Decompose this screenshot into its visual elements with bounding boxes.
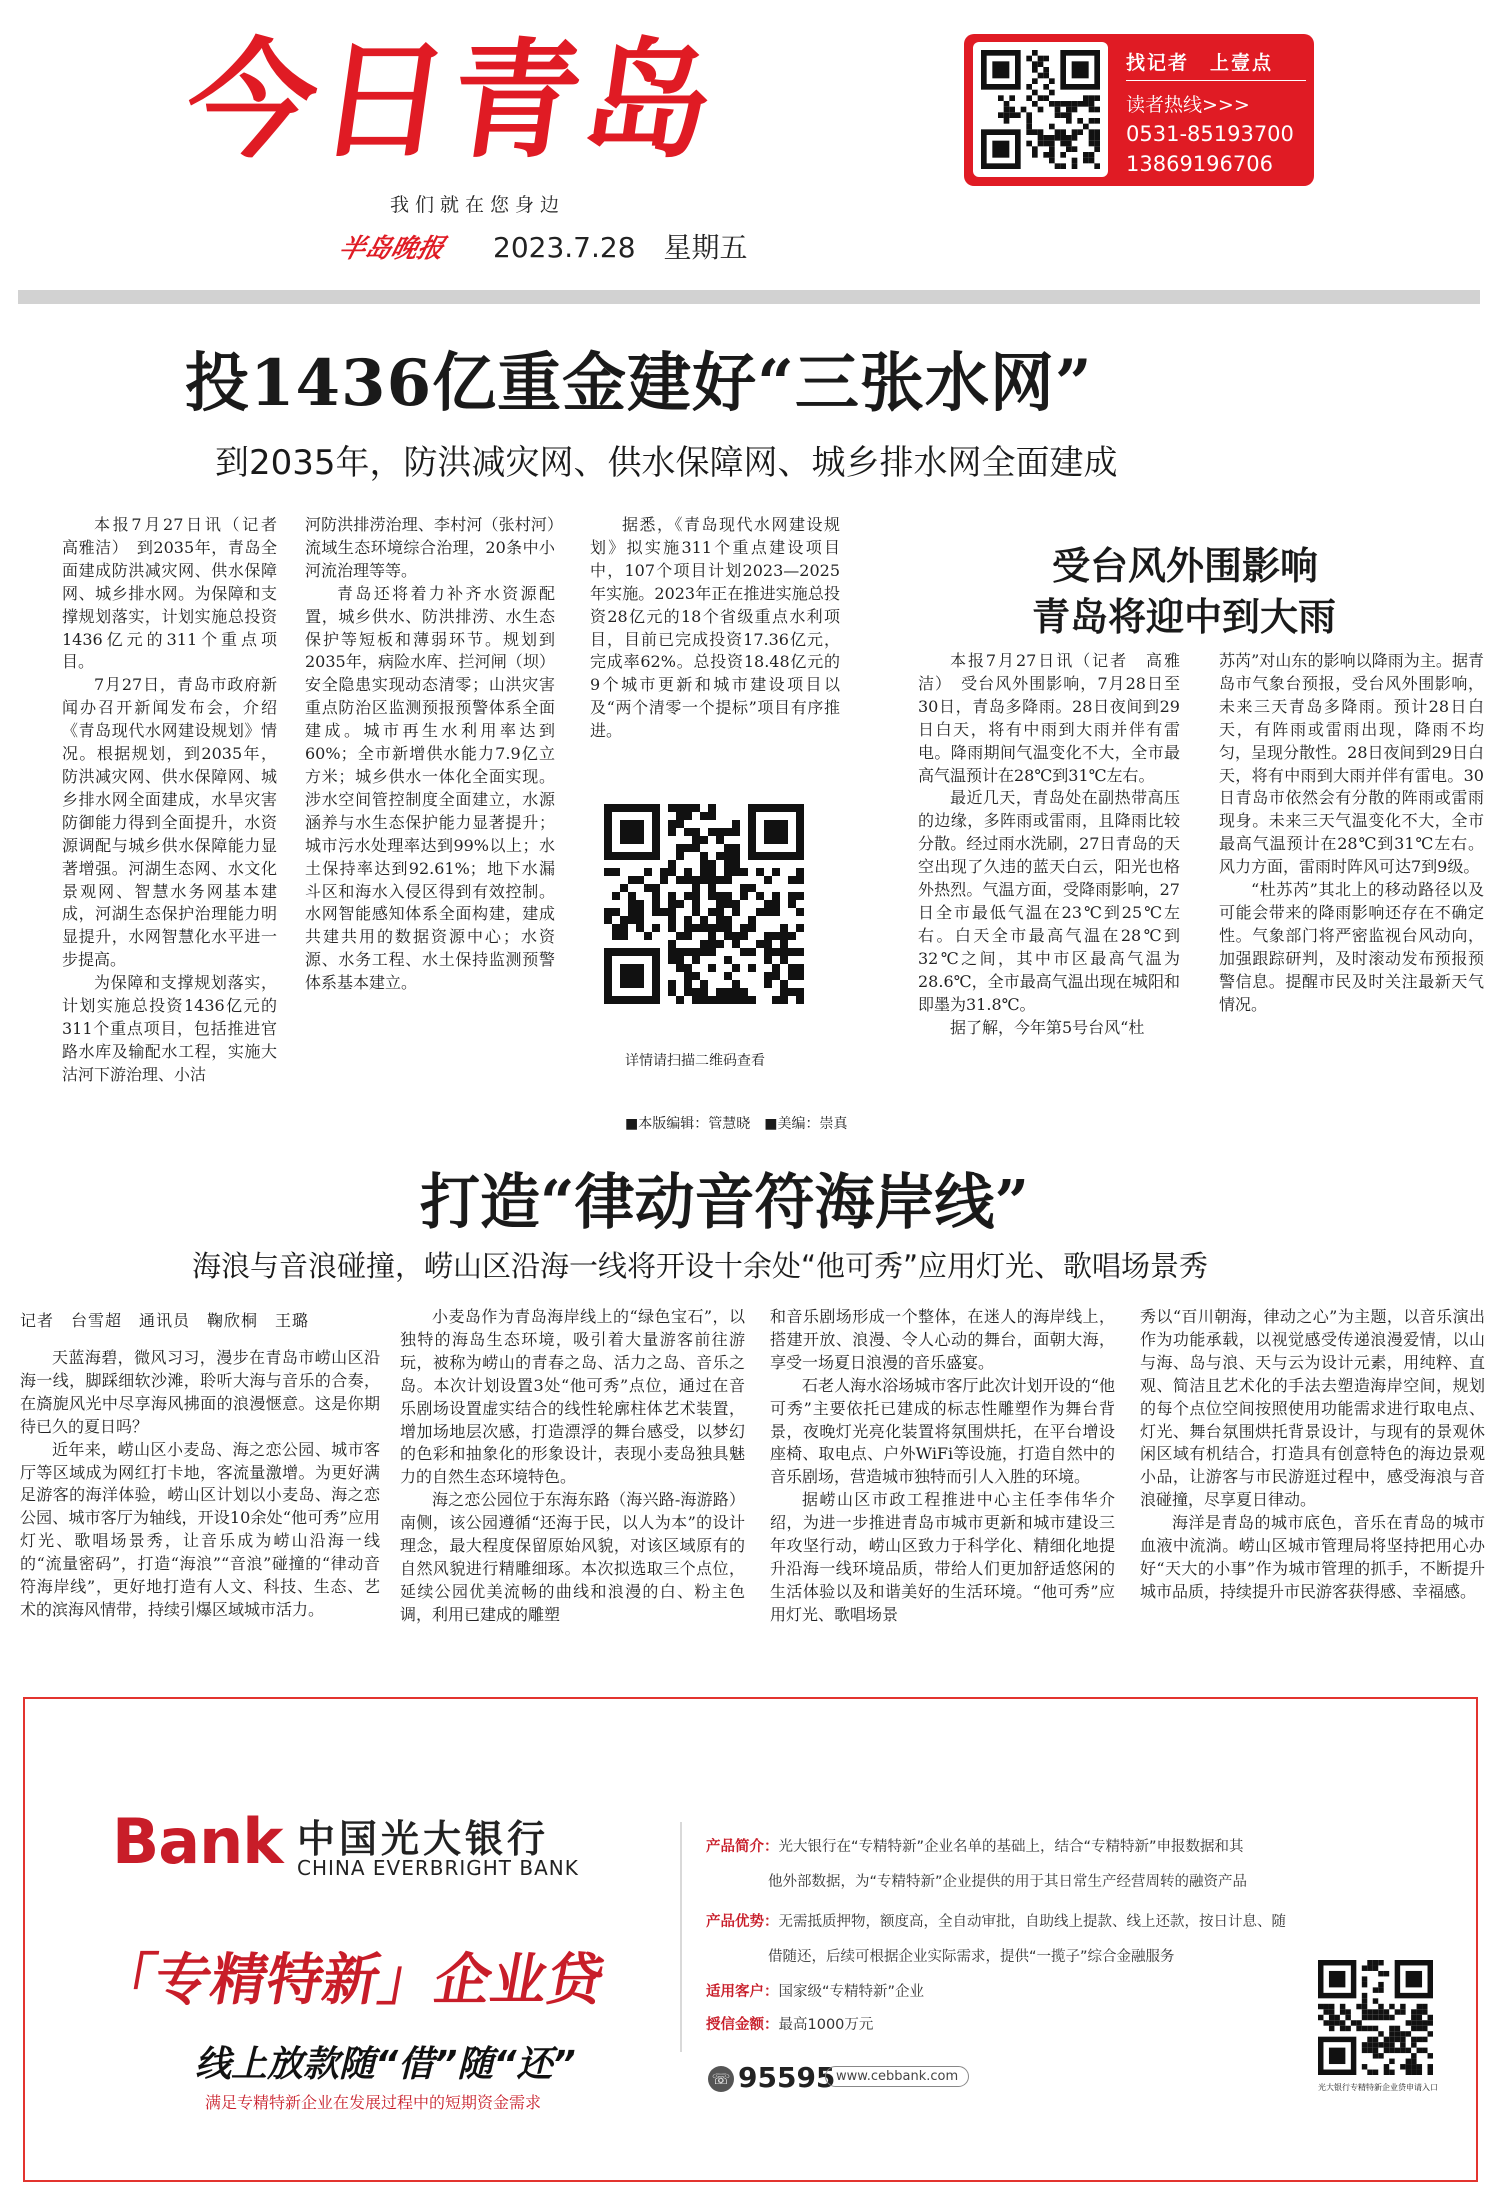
ad-tagline: 线上放款随“借”随“还” [195,2044,576,2085]
contact-line-1: 找记者 上壹点 [1126,52,1274,74]
ad-website[interactable]: www.cebbank.com [825,2066,969,2087]
ad-info-row: 他外部数据，为“专精特新”企业提供的用于其日常生产经营周转的融资产品 [768,1874,1248,1890]
coast-headline: 打造“律动音符海岸线” [420,1168,1030,1238]
contact-divider [1126,80,1306,81]
ad-info-row: 产品优势：无需抵质押物，额度高，全自动审批，自助线上提款、线上还款，按日计息、随 [706,1914,1286,1930]
coast-byline: 记者 台雪超 通讯员 鞠欣桐 王璐 [20,1311,310,1330]
phone-icon: ☏ [708,2066,734,2092]
weather-headline-1: 受台风外围影响 [1052,544,1319,588]
contact-line-2: 读者热线>>> [1126,94,1250,116]
lead-headline: 投1436亿重金建好“三张水网” [185,346,1093,421]
issue-date: 2023.7.28 星期五 [493,231,748,264]
ad-info-row: 适用客户：国家级“专精特新”企业 [706,1984,925,2000]
paper-name: 半岛晚报 [335,234,448,264]
ad-tagline-sub: 满足专精特新企业在发展过程中的短期资金需求 [205,2093,542,2112]
lead-qr-caption: 详情请扫描二维码查看 [625,1053,765,1069]
coast-column-4: 秀以“百川朝海，律动之心”为主题，以音乐演出作为功能承载，以视觉感受传递浪漫爱情，以山与海、岛与浪、天与云为设计元素，用纯粹、直观、简洁且艺术化的手法去塑造海岸空间，规划的每个点位空间按照使用功能需求进行取电点、灯光、舞台氛围烘托背景设计，与现有的景观休闲区域有机结合，打造具有创意特色的海边景观小品，让游客与市民游逛过程中，感受海浪与音浪碰撞，尽享夏日律动。 海洋是青岛的城市底色，音乐在青岛的城市血液中流淌。崂山区城市管理局将坚持把用心办好“天大的小事”作为城市管理的抓手，不断提升城市品质，持续提升市民游客获得感、幸福感。 [1140,1307,1485,1601]
coast-column-2: 小麦岛作为青岛海岸线上的“绿色宝石”，以独特的海岛生态环境，吸引着大量游客前往游玩，被称为崂山的青春之岛、活力之岛、音乐之岛。本次计划设置3处“他可秀”点位，通过在音乐剧场设置虚实结合的线性轮廓柱体艺术装置，增加场地层次感，打造漂浮的舞台感受，以梦幻的色彩和抽象化的形象设计，表现小麦岛独具魅力的自然生态环境特色。 海之恋公园位于东海东路（海兴路-海游路）南侧，该公园遵循“还海于民，以人为本”的设计理念，最大程度保留原始风貌，对该区域原有的自然风貌进行精雕细琢。本次拟选取三个点位，延续公园优美流畅的曲线和浪漫的白、粉主色调，利用已建成的雕塑 [400,1307,745,1624]
contact-phone-2: 13869196706 [1126,152,1273,176]
ad-hotline: 95595 [738,2061,836,2094]
weather-column-2: 苏芮”对山东的影响以降雨为主。据青岛市气象台预报，受台风外围影响，未来三天青岛多降雨。预计28日白天，有阵雨或雷雨出现，降雨不均匀，呈现分散性。28日夜间到29日白天，将有中雨到大雨并伴有雷电。30日青岛市依然会有分散的阵雨或雷雨现身。未来三天气温变化不大，全市最高气温预计在28℃到31℃左右。风力方面，雷雨时阵风可达7到9级。 “杜苏芮”其北上的移动路径以及可能会带来的降雨影响还存在不确定性。气象部门将严密监视台风动向，加强跟踪研判，及时滚动发布预报预警信息。提醒市民及时关注最新天气情况。 [1219,651,1484,1014]
masthead-qr-code[interactable] [973,42,1108,177]
bank-logo: Bank [112,1805,283,1878]
ad-qr-code[interactable] [1318,1960,1433,2075]
ad-product-name: 「专精特新」企业贷 [93,1948,609,2013]
lead-column-2: 河防洪排涝治理、李村河（张村河）流域生态环境综合治理，20条中小河流治理等等。 青岛还将着力补齐水资源配置，城乡供水、防洪排涝、水生态保护等短板和薄弱环节。规划到2035年，病险水库、拦河闸（坝）安全隐患实现动态清零；山洪灾害重点防治区监测预报预警体系全面建成。城市再生水利用率达到60%；全市新增供水能力7.9亿立方米；城乡供水一体化全面实现。涉水空间管控制度全面建立，水源涵养与水生态保护能力显著提升；城市污水处理率达到99%以上；水土保持率达到92.61%；地下水漏斗区和海水入侵区得到有效控制。水网智能感知体系全面构建，建成共建共用的数据资源中心；水资源、水务工程、水土保持监测预警体系基本建立。 [305,515,555,993]
bank-name-en: CHINA EVERBRIGHT BANK [297,1856,579,1880]
contact-phone-1: 0531-85193700 [1126,122,1294,146]
weather-column-1: 本报7月27日讯（记者 高雅洁） 受台风外围影响，7月28日至30日，青岛多降雨。28日夜间到29日白天，将有中雨到大雨并伴有雷电。降雨期间气温变化不大，全市最高气温预计在28℃到31℃左右。 最近几天，青岛处在副热带高压的边缘，多阵雨或雷雨，且降雨比较分散。经过雨水洗刷，27日青岛的天空出现了久违的蓝天白云，阳光也格外热烈。气温方面，受降雨影响，27日全市最低气温在23℃到25℃左右。白天全市最高气温在28℃到32℃之间，其中市区最高气温为28.6℃，全市最高气温出现在城阳和即墨为31.8℃。 据了解，今年第5号台风“杜 [918,651,1180,1037]
ad-info-row: 借随还，后续可根据企业实际需求，提供“一揽子”综合金融服务 [768,1949,1175,1965]
ad-qr-caption: 光大银行专精特新企业贷申请入口 [1318,2083,1438,2092]
editor-credit: ■本版编辑：管慧晓 ■美编：崇真 [625,1116,848,1132]
ad-info-row: 授信金额：最高1000万元 [706,2017,874,2033]
ad-divider [680,1822,682,2052]
coast-column-1: 天蓝海碧，微风习习，漫步在青岛市崂山区沿海一线，脚踩细软沙滩，聆听大海与音乐的合奏，在旖旎风光中尽享海风拂面的浪漫惬意。这是你期待已久的夏日吗？ 近年来，崂山区小麦岛、海之恋公园、城市客厅等区域成为网红打卡地，客流量激增。为更好满足游客的海洋体验，崂山区计划以小麦岛、海之恋公园、城市客厅为轴线，开设10余处“他可秀”应用灯光、歌唱场景秀，让音乐成为崂山沿海一线的“流量密码”，打造“海浪”“音浪”碰撞的“律动音符海岸线”，更好地打造有人文、科技、生态、艺术的滨海风情带，持续引爆区域城市活力。 [20,1348,380,1619]
masthead-slogan: 我们就在您身边 [390,194,566,216]
lead-column-1: 本报7月27日讯（记者 高雅洁） 到2035年，青岛全面建成防洪减灾网、供水保障网、城乡排水网。为保障和支撑规划落实，计划实施总投资1436亿元的311个重点项目。 7月27日，青岛市政府新闻办召开新闻发布会，介绍《青岛现代水网建设规划》情况。根据规划，到2035年，防洪减灾网、供水保障网、城乡排水网全面建成，水旱灾害防御能力得到全面提升，水资源调配与城乡供水保障能力显著增强。河湖生态网、水文化景观网、智慧水务网基本建成，河湖生态保护治理能力明显提升，水网智慧化水平进一步提高。 为保障和支撑规划落实，计划实施总投资1436亿元的311个重点项目，包括推进官路水库及输配水工程，实施大沽河下游治理、小沽 [62,515,294,1084]
lead-subheadline: 到2035年，防洪减灾网、供水保障网、城乡排水网全面建成 [215,443,1118,483]
bank-name-cn: 中国光大银行 [297,1817,550,1861]
masthead-rule [18,290,1480,304]
lead-qr-code[interactable] [604,804,804,1004]
ad-info-row: 产品简介：光大银行在“专精特新”企业名单的基础上，结合“专精特新”申报数据和其 [706,1839,1244,1855]
coast-column-3: 和音乐剧场形成一个整体，在迷人的海岸线上，搭建开放、浪漫、令人心动的舞台，面朝大海，享受一场夏日浪漫的音乐盛宴。 石老人海水浴场城市客厅此次计划开设的“他可秀”主要依托已建成的标志性雕塑作为舞台背景，夜晚灯光亮化装置将氛围烘托，在平台增设座椅、取电点、户外WiFi等设施，打造自然中的音乐剧场，营造城市独特而引人入胜的环境。 据崂山区市政工程推进中心主任李伟华介绍，为进一步推进青岛市城市更新和城市建设三年攻坚行动，崂山区致力于科学化、精细化地提升沿海一线环境品质，带给人们更加舒适悠闲的生活体验以及和谐美好的生活环境。“他可秀”应用灯光、歌唱场景 [770,1307,1115,1624]
lead-column-3: 据悉，《青岛现代水网建设规划》拟实施311个重点建设项目中，107个项目计划2023—2025年实施。2023年正在推进实施总投资28亿元的18个省级重点水利项目，目前已完成投资17.36亿元，完成率62%。总投资18.48亿元的9个城市更新和城市建设项目以及“两个清零一个提标”项目有序推进。 [590,515,840,741]
weather-headline-2: 青岛将迎中到大雨 [1032,595,1337,639]
coast-subheadline: 海浪与音浪碰撞，崂山区沿海一线将开设十余处“他可秀”应用灯光、歌唱场景秀 [192,1249,1209,1283]
masthead-title: 今日青岛 [177,27,727,176]
